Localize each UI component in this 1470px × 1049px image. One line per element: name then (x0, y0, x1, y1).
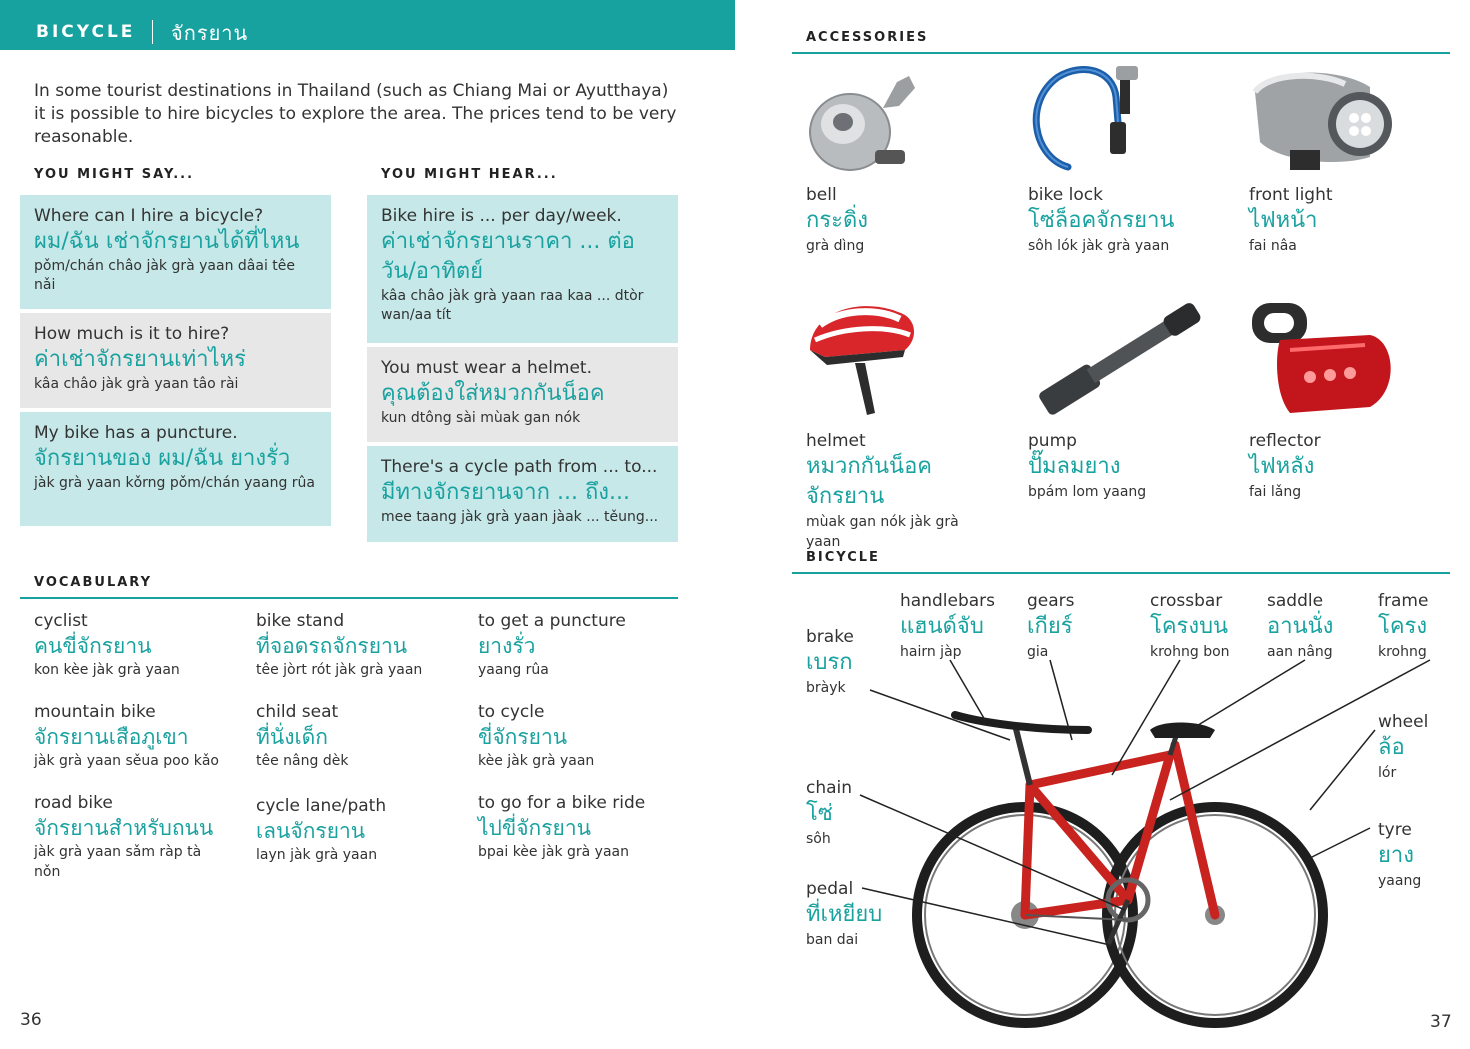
hear-phrase-box (367, 347, 678, 442)
vocab-english: bike stand (256, 611, 345, 631)
accessory-romanization: fai nâa (1249, 238, 1297, 254)
part-label-frame (1378, 590, 1458, 662)
part-label-handlebars (900, 590, 1020, 662)
hear-phrase-box (367, 195, 678, 343)
part-romanization: lór (1378, 765, 1397, 781)
vocab-english: to go for a bike ride (478, 793, 646, 813)
accessory-romanization: sôh lók jàk grà yaan (1028, 238, 1170, 254)
bike-lock-image (1028, 62, 1148, 177)
hear-phrase-box (367, 446, 678, 542)
phrase-romanization: kâa châo jàk grà yaan tâo rài (34, 376, 239, 392)
bicycle-rule (792, 572, 1450, 574)
accessory-thai: ไฟหน้า (1249, 208, 1318, 233)
vocab-thai: ยางรั่ว (478, 634, 536, 658)
vocab-thai: ที่จอดรถจักรยาน (256, 634, 408, 658)
vocab-romanization: têe nâng dèk (256, 753, 349, 769)
vocab-item (34, 702, 244, 771)
vocab-romanization: layn jàk grà yaan (256, 847, 378, 863)
vocab-romanization: kèe jàk grà yaan (478, 753, 595, 769)
phrase-romanization: kun dtông sài mùak gan nók (381, 410, 581, 426)
vocab-romanization: yaang rûa (478, 662, 549, 678)
vocab-romanization: têe jòrt rót jàk grà yaan (256, 662, 423, 678)
phrase-english: Bike hire is ... per day/week. (381, 206, 622, 226)
vocab-item (34, 793, 224, 882)
phrase-romanization: pǒm/chán châo jàk grà yaan dâai têe nǎi (34, 258, 296, 293)
phrase-thai: ค่าเช่าจักรยานราคา ... ต่อ วัน/อาทิตย์ (381, 229, 635, 284)
reflector-image (1250, 295, 1400, 420)
vocab-english: road bike (34, 793, 113, 813)
part-english: pedal (806, 879, 854, 899)
bell-image (805, 62, 920, 177)
accessory-label (1249, 184, 1449, 256)
saddle-shape (1150, 723, 1215, 739)
part-thai: ที่เหยียบ (806, 902, 883, 927)
vocab-thai: จักรยานสำหรับถนน (34, 816, 214, 840)
vocab-thai: ไปขี่จักรยาน (478, 816, 591, 840)
accessory-romanization: fai lǎng (1249, 484, 1302, 500)
front-light-image (1250, 62, 1395, 172)
helmet-image (805, 295, 920, 420)
part-romanization: aan nâng (1267, 644, 1333, 660)
part-thai: โครงบน (1150, 614, 1229, 639)
vocab-item (256, 702, 466, 771)
part-english: wheel (1378, 712, 1429, 732)
accessory-thai: ไฟหลัง (1249, 454, 1315, 479)
part-label-crossbar (1150, 590, 1260, 662)
accessory-romanization: bpám lom yaang (1028, 484, 1147, 500)
bike-frame (1025, 745, 1215, 915)
phrase-romanization: kâa châo jàk grà yaan raa kaa ... dtòr wan/aa tít (381, 288, 644, 323)
part-romanization: hairn jàp (900, 644, 962, 660)
say-phrase-box (20, 195, 331, 309)
page-number-right: 37 (1430, 1012, 1452, 1032)
vocab-thai: จักรยานเสือภูเขา (34, 725, 189, 749)
accessory-romanization: mùak gan nók jàk grà yaan (806, 514, 959, 550)
accessory-label (806, 184, 1006, 256)
vocab-english: to cycle (478, 702, 545, 722)
part-label-tyre (1378, 819, 1458, 891)
accessory-english: bell (806, 185, 837, 205)
bicycle-title: BICYCLE (806, 550, 880, 565)
part-thai: ล้อ (1378, 735, 1405, 760)
vocab-item (478, 611, 678, 680)
might-hear-title: YOU MIGHT HEAR... (381, 167, 558, 182)
say-phrase-box (20, 313, 331, 408)
part-english: brake (806, 627, 854, 647)
vocab-item (256, 796, 466, 865)
pump-image (1025, 295, 1215, 420)
part-label-saddle (1267, 590, 1367, 662)
phrase-english: There's a cycle path from ... to... (381, 457, 658, 477)
phrase-romanization: mee taang jàk grà yaan jàak ... těung... (381, 509, 659, 525)
accessory-thai: โซ่ล็อคจักรยาน (1028, 208, 1175, 233)
part-thai: ยาง (1378, 843, 1414, 868)
phrase-romanization: jàk grà yaan kǒrng pǒm/chán yaang rûa (34, 475, 315, 491)
intro-paragraph: In some tourist destinations in Thailand (such as Chiang Mai or Ayutthaya) it is possible to hire bicycles to explore the area. The prices tend to be very reasonable. (34, 81, 677, 147)
accessory-label (1028, 184, 1238, 256)
part-thai: เกียร์ (1027, 614, 1073, 639)
accessory-english: helmet (806, 431, 866, 451)
vocab-thai: ที่นั่งเด็ก (256, 725, 328, 749)
part-english: gears (1027, 591, 1075, 611)
part-thai: โครง (1378, 614, 1428, 639)
phrase-english: You must wear a helmet. (381, 358, 593, 378)
accessory-english: bike lock (1028, 185, 1103, 205)
say-phrase-box (20, 412, 331, 526)
part-thai: เบรก (806, 650, 853, 675)
vocab-romanization: bpai kèe jàk grà yaan (478, 844, 629, 860)
might-say-title: YOU MIGHT SAY... (34, 167, 195, 182)
part-romanization: bràyk (806, 680, 846, 696)
vocab-english: to get a puncture (478, 611, 626, 631)
part-romanization: krohng bon (1150, 644, 1230, 660)
phrase-thai: ค่าเช่าจักรยานเท่าไหร่ (34, 347, 246, 372)
part-thai: โซ่ (806, 801, 833, 826)
page-number-left: 36 (20, 1010, 42, 1030)
phrase-thai: มีทางจักรยานจาก ... ถึง... (381, 480, 630, 505)
page-title-thai: จักรยาน (171, 21, 249, 45)
phrase-thai: คุณต้องใส่หมวกกันน็อค (381, 381, 605, 406)
accessory-thai: ปั๊มลมยาง (1028, 454, 1121, 479)
part-label-chain (806, 777, 886, 849)
part-label-wheel (1378, 711, 1458, 783)
part-thai: อานนั่ง (1267, 614, 1334, 639)
phrase-english: How much is it to hire? (34, 324, 230, 344)
part-romanization: yaang (1378, 873, 1422, 889)
leader-lines (860, 660, 1430, 945)
accessory-english: reflector (1249, 431, 1321, 451)
part-thai: แฮนด์จับ (900, 614, 984, 639)
accessory-label (1249, 430, 1449, 502)
part-romanization: gia (1027, 644, 1049, 660)
vocab-item (478, 793, 678, 862)
page-title: BICYCLE (36, 22, 136, 42)
vocabulary-title: VOCABULARY (34, 575, 153, 590)
accessories-rule (792, 52, 1450, 54)
part-english: handlebars (900, 591, 995, 611)
vocab-item (256, 611, 466, 680)
part-romanization: ban dai (806, 932, 859, 948)
part-english: chain (806, 778, 853, 798)
accessory-label (806, 430, 1006, 552)
phrase-thai: จักรยานของ ผม/ฉัน ยางรั่ว (34, 446, 291, 471)
vocab-romanization: kon kèe jàk grà yaan (34, 662, 180, 678)
accessory-english: pump (1028, 431, 1077, 451)
phrase-english: Where can I hire a bicycle? (34, 206, 264, 226)
vocab-romanization: jàk grà yaan sǎm ràp tà nǒn (34, 844, 202, 880)
accessory-english: front light (1249, 185, 1333, 205)
vocab-item (34, 611, 244, 680)
vocab-thai: ขี่จักรยาน (478, 725, 568, 749)
part-english: frame (1378, 591, 1429, 611)
vocab-romanization: jàk grà yaan sěua poo kǎo (34, 753, 219, 769)
accessory-label (1028, 430, 1228, 502)
part-label-gears (1027, 590, 1127, 662)
part-label-pedal (806, 878, 906, 950)
part-english: crossbar (1150, 591, 1223, 611)
vocab-thai: คนขี่จักรยาน (34, 634, 152, 658)
part-romanization: sôh (806, 831, 831, 847)
vocab-english: child seat (256, 702, 339, 722)
title-divider (152, 20, 153, 44)
accessory-thai: กระดิ่ง (806, 208, 868, 233)
accessory-romanization: grà dìng (806, 238, 865, 254)
part-english: saddle (1267, 591, 1324, 611)
vocab-thai: เลนจักรยาน (256, 819, 366, 843)
part-english: tyre (1378, 820, 1412, 840)
accessories-title: ACCESSORIES (806, 30, 929, 45)
vocab-english: mountain bike (34, 702, 156, 722)
vocab-english: cyclist (34, 611, 88, 631)
part-label-brake (806, 626, 896, 698)
phrase-english: My bike has a puncture. (34, 423, 238, 443)
vocab-english: cycle lane/path (256, 796, 387, 816)
accessory-thai: หมวกกันน็อคจักรยาน (806, 454, 933, 509)
phrase-thai: ผม/ฉัน เช่าจักรยานได้ที่ไหน (34, 229, 300, 254)
part-romanization: krohng (1378, 644, 1427, 660)
vocabulary-rule (20, 597, 678, 599)
vocab-item (478, 702, 678, 771)
